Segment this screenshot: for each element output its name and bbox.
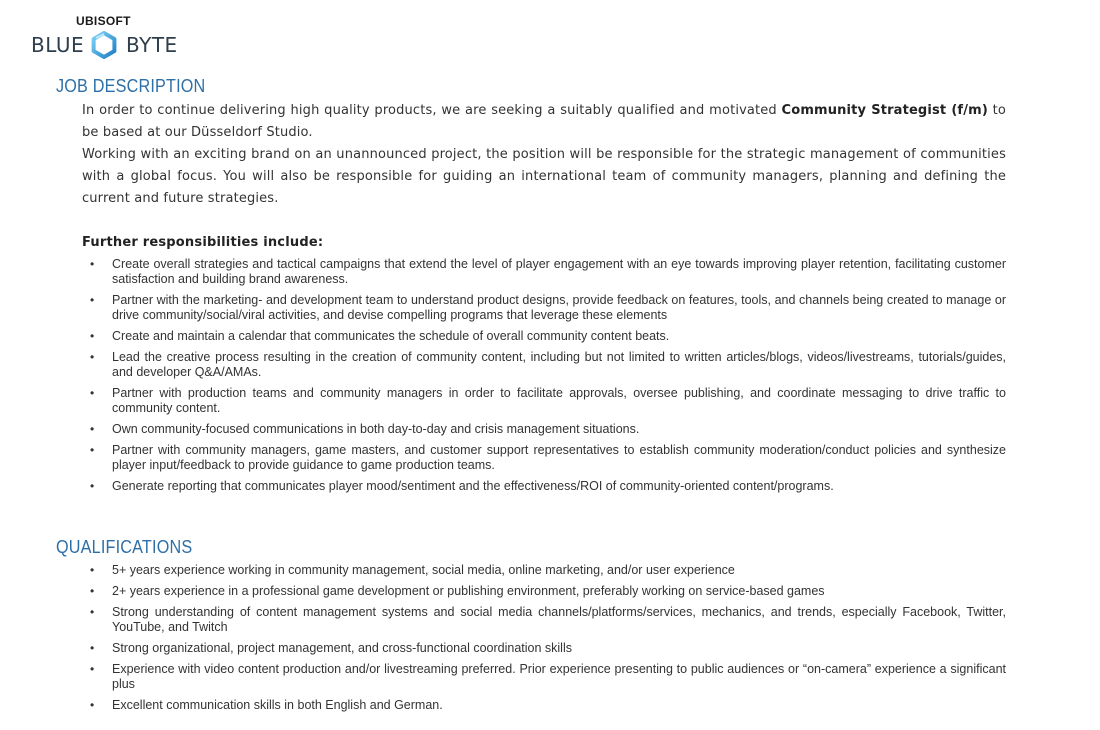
list-item: • Own community-focused communications in both day-to-day and crisis management situations. (82, 422, 1006, 437)
list-item: • Strong understanding of content management systems and social media channels/platforms/services, mechanics, and trends, especially Facebook, Twitter, YouTube, and Twitch (82, 605, 1006, 635)
list-item: • Experience with video content production and/or livestreaming preferred. Prior experience presenting to public audiences or “on-camera” experience a significant plus (82, 662, 1006, 692)
blue-byte-ring-icon (90, 31, 118, 59)
responsibilities-heading: Further responsibilities include: (82, 235, 324, 250)
list-item: • Partner with community managers, game masters, and customer support representatives to establish community moderation/conduct policies and synthesize player input/feedback to provide guidance to game production teams. (82, 443, 1006, 473)
list-item: • 2+ years experience in a professional game development or publishing environment, preferably working on service-based games (82, 584, 1006, 599)
list-item: • Strong organizational, project management, and cross-functional coordination skills (82, 641, 1006, 656)
intro-paragraph-2 (82, 144, 1006, 210)
list-item: • Partner with production teams and community managers in order to facilitate approvals, oversee publishing, and coordinate messaging to drive traffic to community content. (82, 386, 1006, 416)
job-description-heading: JOB DESCRIPTION (56, 76, 206, 96)
logo-blue-text: BLUE (31, 33, 85, 57)
list-item: • Create and maintain a calendar that communicates the schedule of overall community content beats. (82, 329, 1006, 344)
intro-paragraph-1 (82, 100, 1006, 144)
list-item: • Create overall strategies and tactical campaigns that extend the level of player engagement with an eye towards improving player retention, facilitating customer satisfaction and building brand awareness. (82, 257, 1006, 287)
list-item: • Partner with the marketing- and development team to understand product designs, provide feedback on features, tools, and channels being created to manage or drive community/social/viral activities, and devise compelling programs that leverage these elements (82, 293, 1006, 323)
intro-1-suffix: to be based at our Düsseldorf Studio. (82, 103, 1006, 140)
responsibilities-list (82, 257, 1006, 500)
logo-byte-text: BYTE (126, 33, 178, 57)
role-title: Community Strategist (f/m) (781, 103, 988, 118)
list-item: • Excellent communication skills in both English and German. (82, 698, 1006, 713)
intro-1-prefix: In order to continue delivering high quality products, we are seeking a suitably qualified and motivated (82, 103, 782, 118)
qualifications-list (82, 563, 1006, 719)
logo-ubisoft-text: UBISOFT (76, 14, 131, 28)
ubisoft-blue-byte-logo[interactable] (30, 14, 190, 60)
list-item: • Lead the creative process resulting in the creation of community content, including but not limited to written articles/blogs, videos/livestreams, tutorials/guides, and developer Q&A/AMAs. (82, 350, 1006, 380)
qualifications-heading: QUALIFICATIONS (56, 537, 193, 557)
list-item: • 5+ years experience working in community management, social media, online marketing, and/or user experience (82, 563, 1006, 578)
intro-2-text: Working with an exciting brand on an unannounced project, the position will be responsible for the strategic management of communities with a global focus. You will also be responsible for guiding an international team of community managers, planning and defining the current and future strategies. (82, 147, 1006, 206)
list-item: • Generate reporting that communicates player mood/sentiment and the effectiveness/ROI of community-oriented content/programs. (82, 479, 1006, 494)
